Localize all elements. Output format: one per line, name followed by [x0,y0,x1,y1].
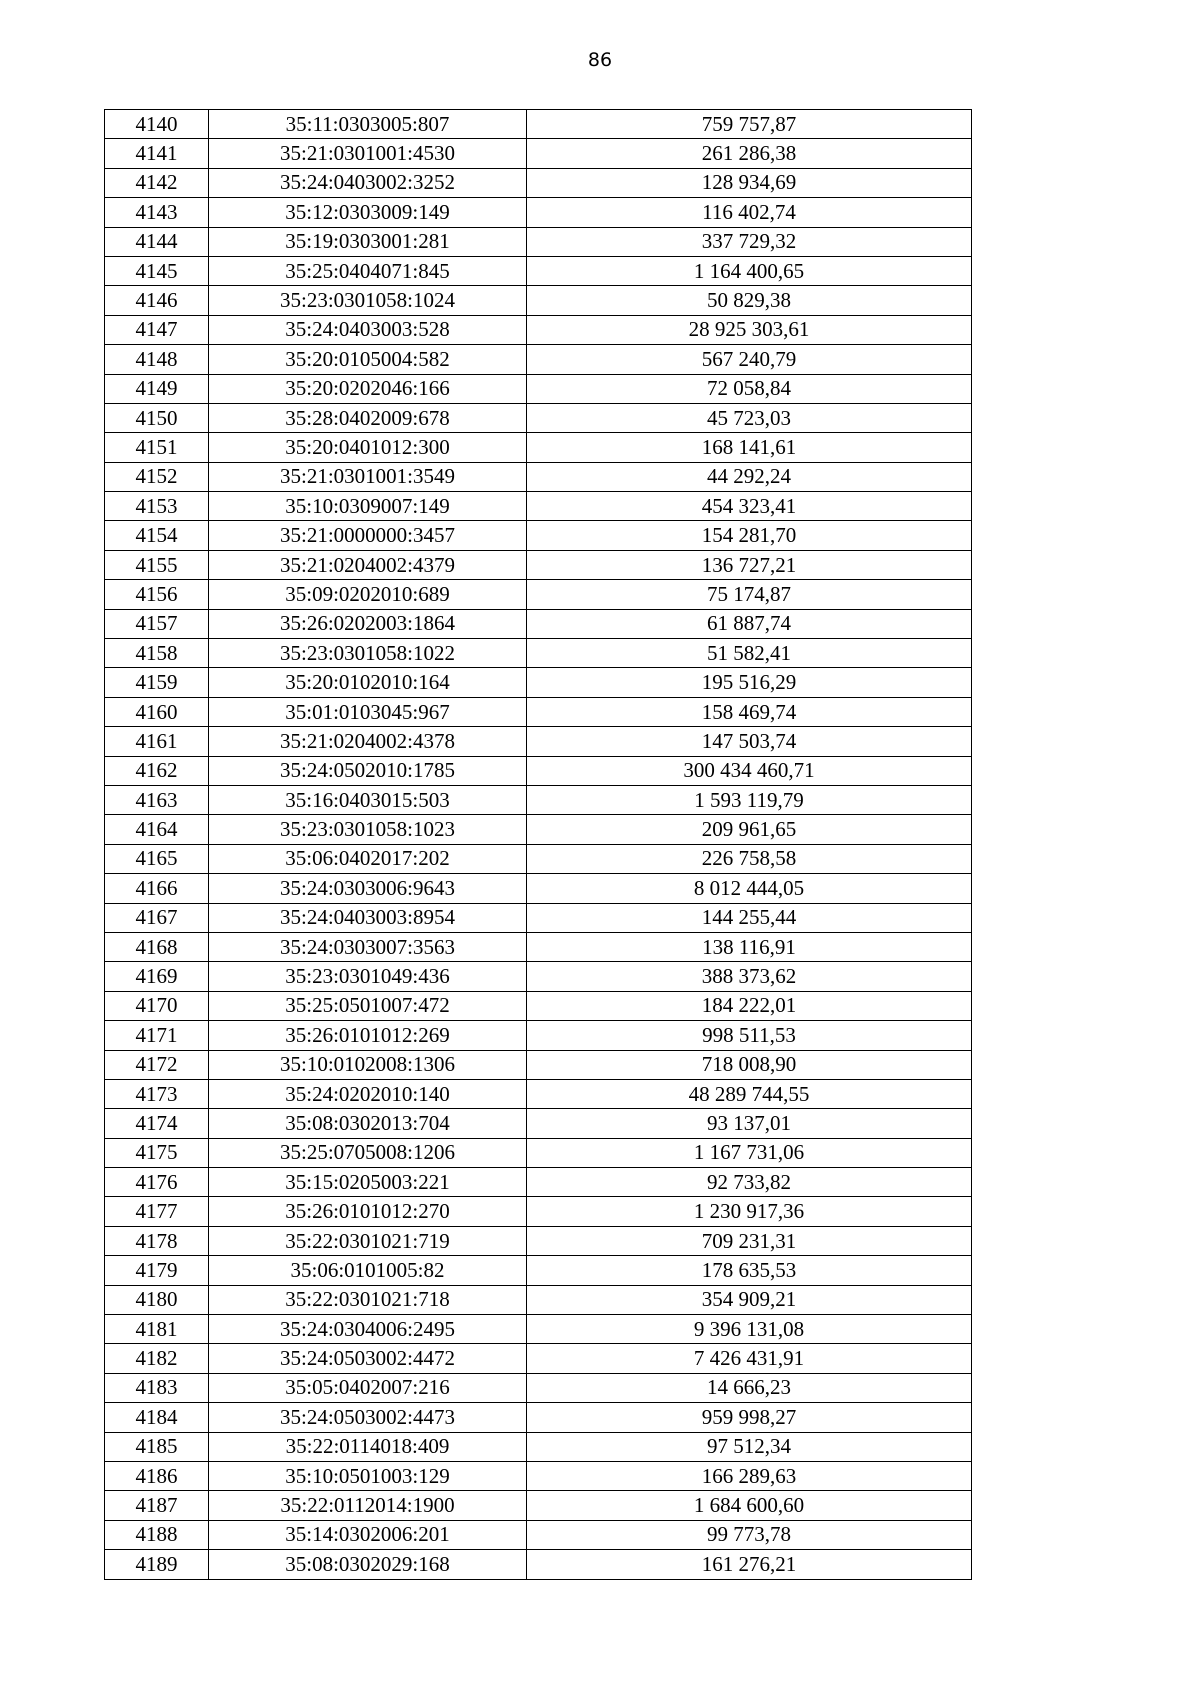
row-number-cell: 4176 [105,1168,209,1197]
table-row [105,1168,972,1197]
cadastral-value-table [104,109,972,1580]
table-row [105,198,972,227]
row-number-cell: 4181 [105,1315,209,1344]
table-row [105,1432,972,1461]
cadastral-value-cell: 7 426 431,91 [527,1344,972,1373]
table-row [105,1109,972,1138]
row-number-cell: 4165 [105,844,209,873]
cadastral-value-cell: 44 292,24 [527,462,972,491]
row-number-cell: 4161 [105,727,209,756]
row-number-cell: 4145 [105,256,209,285]
table-row [105,550,972,579]
cadastral-number-cell: 35:14:0302006:201 [209,1520,527,1549]
table-row [105,962,972,991]
cadastral-number-cell: 35:09:0202010:689 [209,580,527,609]
cadastral-number-cell: 35:22:0301021:718 [209,1285,527,1314]
cadastral-value-cell: 454 323,41 [527,492,972,521]
table-row [105,815,972,844]
cadastral-value-cell: 138 116,91 [527,932,972,961]
cadastral-number-cell: 35:20:0202046:166 [209,374,527,403]
cadastral-number-cell: 35:25:0705008:1206 [209,1138,527,1167]
cadastral-number-cell: 35:15:0205003:221 [209,1168,527,1197]
row-number-cell: 4146 [105,286,209,315]
table-row [105,1138,972,1167]
cadastral-value-cell: 998 511,53 [527,1021,972,1050]
cadastral-value-cell: 116 402,74 [527,198,972,227]
table-row [105,756,972,785]
table-row [105,1285,972,1314]
table-row [105,1226,972,1255]
cadastral-number-cell: 35:08:0302029:168 [209,1550,527,1579]
table-row [105,1520,972,1549]
cadastral-value-cell: 158 469,74 [527,697,972,726]
table-row [105,462,972,491]
table-row [105,932,972,961]
cadastral-value-cell: 337 729,32 [527,227,972,256]
row-number-cell: 4147 [105,315,209,344]
cadastral-number-cell: 35:23:0301058:1023 [209,815,527,844]
table-row [105,697,972,726]
cadastral-number-cell: 35:24:0503002:4473 [209,1403,527,1432]
row-number-cell: 4168 [105,932,209,961]
cadastral-number-cell: 35:24:0403003:528 [209,315,527,344]
cadastral-number-cell: 35:20:0102010:164 [209,668,527,697]
row-number-cell: 4160 [105,697,209,726]
cadastral-value-cell: 209 961,65 [527,815,972,844]
cadastral-value-cell: 1 167 731,06 [527,1138,972,1167]
cadastral-value-cell: 9 396 131,08 [527,1315,972,1344]
cadastral-value-cell: 718 008,90 [527,1050,972,1079]
row-number-cell: 4149 [105,374,209,403]
table-row [105,874,972,903]
cadastral-value-cell: 99 773,78 [527,1520,972,1549]
cadastral-number-cell: 35:06:0402017:202 [209,844,527,873]
cadastral-number-cell: 35:21:0301001:3549 [209,462,527,491]
row-number-cell: 4172 [105,1050,209,1079]
row-number-cell: 4166 [105,874,209,903]
cadastral-number-cell: 35:05:0402007:216 [209,1373,527,1402]
cadastral-value-cell: 136 727,21 [527,550,972,579]
row-number-cell: 4159 [105,668,209,697]
cadastral-number-cell: 35:25:0501007:472 [209,991,527,1020]
table-row [105,1491,972,1520]
table-row [105,286,972,315]
cadastral-number-cell: 35:21:0000000:3457 [209,521,527,550]
row-number-cell: 4140 [105,110,209,139]
row-number-cell: 4156 [105,580,209,609]
cadastral-value-cell: 51 582,41 [527,639,972,668]
cadastral-value-cell: 354 909,21 [527,1285,972,1314]
cadastral-number-cell: 35:26:0202003:1864 [209,609,527,638]
cadastral-value-cell: 300 434 460,71 [527,756,972,785]
table-row [105,433,972,462]
row-number-cell: 4153 [105,492,209,521]
table-row [105,1373,972,1402]
table-row [105,1461,972,1490]
row-number-cell: 4141 [105,139,209,168]
cadastral-number-cell: 35:24:0303006:9643 [209,874,527,903]
row-number-cell: 4150 [105,403,209,432]
table-row [105,1079,972,1108]
cadastral-number-cell: 35:24:0202010:140 [209,1079,527,1108]
row-number-cell: 4152 [105,462,209,491]
row-number-cell: 4170 [105,991,209,1020]
table-row [105,1050,972,1079]
cadastral-value-cell: 195 516,29 [527,668,972,697]
row-number-cell: 4155 [105,550,209,579]
table-row [105,1256,972,1285]
cadastral-value-cell: 45 723,03 [527,403,972,432]
table-row [105,168,972,197]
row-number-cell: 4162 [105,756,209,785]
cadastral-number-cell: 35:26:0101012:269 [209,1021,527,1050]
row-number-cell: 4163 [105,785,209,814]
table-row [105,521,972,550]
cadastral-value-cell: 567 240,79 [527,345,972,374]
cadastral-value-cell: 168 141,61 [527,433,972,462]
cadastral-number-cell: 35:12:0303009:149 [209,198,527,227]
table-row [105,492,972,521]
cadastral-number-cell: 35:22:0112014:1900 [209,1491,527,1520]
table-row [105,1403,972,1432]
row-number-cell: 4142 [105,168,209,197]
cadastral-value-cell: 147 503,74 [527,727,972,756]
row-number-cell: 4167 [105,903,209,932]
table-row [105,991,972,1020]
row-number-cell: 4158 [105,639,209,668]
row-number-cell: 4187 [105,1491,209,1520]
cadastral-number-cell: 35:25:0404071:845 [209,256,527,285]
cadastral-value-cell: 709 231,31 [527,1226,972,1255]
table-row [105,403,972,432]
table-body [105,110,972,1580]
cadastral-value-cell: 50 829,38 [527,286,972,315]
table-row [105,374,972,403]
cadastral-number-cell: 35:08:0302013:704 [209,1109,527,1138]
table-row [105,1344,972,1373]
cadastral-value-cell: 28 925 303,61 [527,315,972,344]
cadastral-number-cell: 35:22:0301021:719 [209,1226,527,1255]
table-row [105,1315,972,1344]
cadastral-number-cell: 35:23:0301058:1022 [209,639,527,668]
cadastral-number-cell: 35:22:0114018:409 [209,1432,527,1461]
cadastral-number-cell: 35:20:0401012:300 [209,433,527,462]
cadastral-value-cell: 144 255,44 [527,903,972,932]
table-row [105,639,972,668]
cadastral-value-cell: 154 281,70 [527,521,972,550]
row-number-cell: 4177 [105,1197,209,1226]
table-row [105,1550,972,1579]
page-number: 86 [587,49,613,71]
cadastral-value-cell: 184 222,01 [527,991,972,1020]
cadastral-value-cell: 75 174,87 [527,580,972,609]
cadastral-value-cell: 128 934,69 [527,168,972,197]
cadastral-value-cell: 166 289,63 [527,1461,972,1490]
cadastral-number-cell: 35:16:0403015:503 [209,785,527,814]
cadastral-value-cell: 1 230 917,36 [527,1197,972,1226]
table-row [105,1197,972,1226]
row-number-cell: 4183 [105,1373,209,1402]
row-number-cell: 4189 [105,1550,209,1579]
row-number-cell: 4164 [105,815,209,844]
table-row [105,315,972,344]
cadastral-number-cell: 35:20:0105004:582 [209,345,527,374]
cadastral-number-cell: 35:24:0303007:3563 [209,932,527,961]
row-number-cell: 4179 [105,1256,209,1285]
cadastral-number-cell: 35:19:0303001:281 [209,227,527,256]
cadastral-value-cell: 61 887,74 [527,609,972,638]
table-row [105,844,972,873]
cadastral-value-cell: 1 593 119,79 [527,785,972,814]
cadastral-number-cell: 35:28:0402009:678 [209,403,527,432]
cadastral-number-cell: 35:10:0309007:149 [209,492,527,521]
table-row [105,609,972,638]
cadastral-number-cell: 35:24:0304006:2495 [209,1315,527,1344]
row-number-cell: 4186 [105,1461,209,1490]
table-row [105,668,972,697]
table-row [105,110,972,139]
cadastral-value-cell: 97 512,34 [527,1432,972,1461]
cadastral-number-cell: 35:24:0502010:1785 [209,756,527,785]
row-number-cell: 4178 [105,1226,209,1255]
cadastral-number-cell: 35:24:0403002:3252 [209,168,527,197]
cadastral-value-cell: 48 289 744,55 [527,1079,972,1108]
row-number-cell: 4143 [105,198,209,227]
cadastral-value-cell: 92 733,82 [527,1168,972,1197]
table-row [105,903,972,932]
row-number-cell: 4154 [105,521,209,550]
row-number-cell: 4182 [105,1344,209,1373]
row-number-cell: 4184 [105,1403,209,1432]
cadastral-value-cell: 8 012 444,05 [527,874,972,903]
cadastral-value-cell: 226 758,58 [527,844,972,873]
cadastral-value-cell: 759 757,87 [527,110,972,139]
row-number-cell: 4175 [105,1138,209,1167]
cadastral-value-cell: 178 635,53 [527,1256,972,1285]
cadastral-number-cell: 35:23:0301058:1024 [209,286,527,315]
cadastral-value-cell: 161 276,21 [527,1550,972,1579]
row-number-cell: 4173 [105,1079,209,1108]
cadastral-number-cell: 35:06:0101005:82 [209,1256,527,1285]
cadastral-number-cell: 35:01:0103045:967 [209,697,527,726]
table-row [105,139,972,168]
cadastral-number-cell: 35:10:0501003:129 [209,1461,527,1490]
table-row [105,345,972,374]
cadastral-value-cell: 14 666,23 [527,1373,972,1402]
table-row [105,256,972,285]
cadastral-number-cell: 35:21:0204002:4379 [209,550,527,579]
cadastral-number-cell: 35:11:0303005:807 [209,110,527,139]
cadastral-number-cell: 35:23:0301049:436 [209,962,527,991]
cadastral-value-cell: 388 373,62 [527,962,972,991]
cadastral-number-cell: 35:21:0204002:4378 [209,727,527,756]
row-number-cell: 4180 [105,1285,209,1314]
row-number-cell: 4169 [105,962,209,991]
cadastral-value-cell: 1 684 600,60 [527,1491,972,1520]
cadastral-number-cell: 35:24:0403003:8954 [209,903,527,932]
cadastral-value-cell: 1 164 400,65 [527,256,972,285]
row-number-cell: 4188 [105,1520,209,1549]
table-row [105,227,972,256]
cadastral-number-cell: 35:21:0301001:4530 [209,139,527,168]
cadastral-value-cell: 72 058,84 [527,374,972,403]
table-row [105,1021,972,1050]
row-number-cell: 4171 [105,1021,209,1050]
row-number-cell: 4157 [105,609,209,638]
row-number-cell: 4174 [105,1109,209,1138]
table-row [105,785,972,814]
row-number-cell: 4151 [105,433,209,462]
cadastral-number-cell: 35:10:0102008:1306 [209,1050,527,1079]
table-row [105,580,972,609]
cadastral-number-cell: 35:24:0503002:4472 [209,1344,527,1373]
table-row [105,727,972,756]
cadastral-value-cell: 261 286,38 [527,139,972,168]
cadastral-value-cell: 959 998,27 [527,1403,972,1432]
row-number-cell: 4148 [105,345,209,374]
row-number-cell: 4144 [105,227,209,256]
cadastral-number-cell: 35:26:0101012:270 [209,1197,527,1226]
cadastral-value-cell: 93 137,01 [527,1109,972,1138]
row-number-cell: 4185 [105,1432,209,1461]
